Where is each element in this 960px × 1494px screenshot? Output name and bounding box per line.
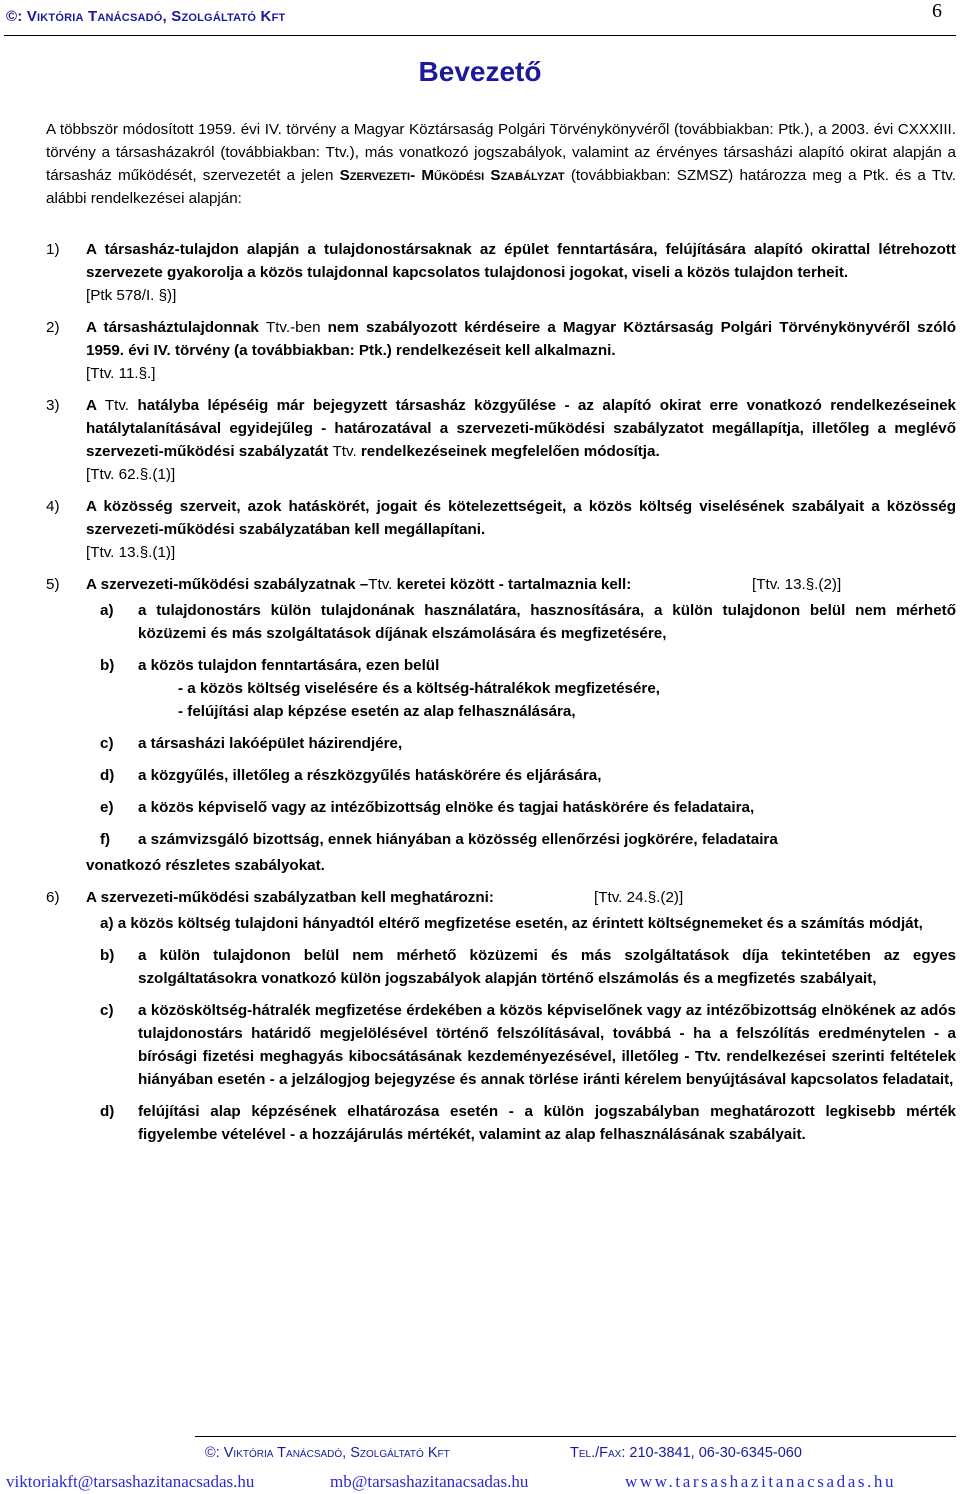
sub-text: a közös képviselő vagy az intézőbizottság elnöke és tagjai hatáskörére és feladataira, [138, 799, 755, 816]
list-item-6 [46, 886, 956, 1146]
intro-text-2: (továbbiakban: SZMSZ) határozza meg a Ptk. és a Ttv. alábbi rendelkezései alapján: [46, 167, 956, 207]
sub-text: a külön tulajdonon belül nem mérhető közüzemi és más szolgáltatások díja tekintetében az egyes szolgáltatásokra vonatkozó külön jogszabályok alapján történő elszámolás és a megfizetés szabályait, [138, 947, 956, 987]
sub-letter: c) [100, 735, 114, 752]
item-text: hatályba lépéséig már bejegyzett társasház közgyűlése - az alapító okirat erre vonatkozó rendelkezéseinek hatálytalanításával egyidejűleg - határozatával a szervezeti-működési szabályzatot megállapítja, illetőleg a meglévő szervezeti-működési szabályzatát [86, 397, 956, 460]
item-text: keretei között - tartalmaznia kell: [392, 576, 632, 593]
footer-brand: ©: Viktória Tanácsadó, Szolgáltató Kft [205, 1445, 450, 1461]
item-text: A társasháztulajdonnak [86, 319, 266, 336]
sub-item-e [100, 796, 956, 819]
intro-text-1: A többször módosított 1959. évi IV. törvény a Magyar Köztársaság Polgári Törvénykönyvéről (továbbiakban: Ptk.), a 2003. évi CXXXIII. törvény a társasházakról (továbbiakban: Ttv.), más vonatkozó jogszabályok, valamint az érvényes társasházi alapító okirat alapján a társasház működését, szervezetét a jelen [46, 121, 956, 184]
item-text: A társasház-tulajdon alapján a tulajdonostársaknak az épület fenntartására, felújítására alapító okirattal létrehozott szervezete gyakorolja a közös tulajdonnal kapcsolatos tulajdonosi jogokat, viseli a közös tulajdon terheit. [86, 241, 956, 281]
sub-item-f [100, 828, 956, 851]
sub-text: a közös tulajdon fenntartására, ezen belül [138, 657, 440, 674]
item-text: Ttv. [332, 443, 357, 460]
legal-reference: [Ttv. 11.§.] [86, 365, 156, 382]
dash-item: - a közös költség viselésére és a költség-hátralékok megfizetésére, [178, 680, 661, 697]
item-text: -ben [290, 319, 328, 336]
sub-item-d [100, 764, 956, 787]
item-text: Ttv. [368, 576, 393, 593]
intro-szmsz-name: Szervezeti- Működési Szabályzat [339, 167, 565, 184]
sub-text: a társasházi lakóépület házirendjére, [138, 735, 403, 752]
item-text: Ttv. [104, 397, 130, 414]
item-number: 3) [46, 397, 60, 414]
item-text: A közösség szerveit, azok hatáskörét, jogait és kötelezettségeit, a közös költség viselésének szabályait a közösség szervezeti-működési szabályzatában kell megállapítani. [86, 498, 956, 538]
legal-reference: [Ttv. 62.§.(1)] [86, 466, 176, 483]
dash-item: - felújítási alap képzése esetén az alap felhasználására, [178, 703, 576, 720]
footer-phone: Tel./Fax: 210-3841, 06-30-6345-060 [570, 1445, 802, 1461]
sub-item-c [100, 999, 956, 1091]
sub-item-a [100, 599, 956, 645]
item-text: A szervezeti-működési szabályzatban kell meghatározni: [86, 889, 494, 906]
page-footer [0, 1436, 960, 1494]
sub-text: a közgyűlés, illetőleg a részközgyűlés hatáskörére és eljárására, [138, 767, 602, 784]
sub-text: felújítási alap képzésének elhatározása esetén - a külön jogszabályban meghatározott legkisebb mérték figyelembe vételével - a hozzájárulás mértékét, valamint az alap felhasználásának szabályait. [138, 1103, 956, 1143]
legal-reference: [Ttv. 13.§.(1)] [86, 544, 176, 561]
item-text: rendelkezéseinek megfelelően módosítja. [356, 443, 660, 460]
sub-letter: a) [100, 602, 114, 619]
footer-divider [195, 1436, 956, 1437]
list-item-4 [46, 495, 956, 564]
list-item-5 [46, 573, 956, 877]
sub-letter: b) [100, 657, 115, 674]
sub-letter: d) [100, 1103, 115, 1120]
sub-item-c [100, 732, 956, 755]
list-item-1 [46, 238, 956, 307]
sub-letter: e) [100, 799, 114, 816]
rules-list [46, 238, 956, 1155]
sub-letter: d) [100, 767, 115, 784]
page-header [0, 0, 960, 38]
sub-text: a közösköltség-hátralék megfizetése érdekében a közös képviselőnek vagy az intézőbizottság elnökének az adós tulajdonostárs határidő megjelölésével történő felszólításával, továbbá - ha a felszólítás eredménytelen - a bírósági fizetési meghagyás kibocsátásának kezdeményezésével, illetőleg - Ttv. rendelkezései szerinti feltételek hiányában esetén - a jelzálogjog bejegyzése és annak törlése iránti kérelem benyújtásával kapcsolatos feladatait, [138, 1002, 956, 1088]
item-number: 4) [46, 498, 60, 515]
sub-text: a tulajdonostárs külön tulajdonának használatára, hasznosítására, a külön tulajdonon belül nem mérhető közüzemi és más szolgáltatások díjának elszámolására és megfizetésére, [138, 602, 956, 642]
legal-reference: [Ttv. 13.§.(2)] [752, 576, 842, 593]
item-number: 6) [46, 889, 60, 906]
list-item-2 [46, 316, 956, 385]
legal-reference: [Ptk 578/I. §)] [86, 287, 177, 304]
footer-website-link[interactable]: www.tarsashazitanacsadas.hu [625, 1472, 897, 1491]
page-number: 6 [932, 0, 942, 22]
legal-reference: [Ttv. 24.§.(2)] [594, 889, 684, 906]
item-text: A [86, 397, 105, 414]
header-brand: ©: Viktória Tanácsadó, Szolgáltató Kft [6, 8, 286, 25]
item-text: A szervezeti-működési szabályzatnak – [86, 576, 369, 593]
item-closing-text: vonatkozó részletes szabályokat. [86, 857, 325, 874]
footer-email-link-2[interactable]: mb@tarsashazitanacsadas.hu [330, 1472, 529, 1491]
page-title: Bevezető [418, 56, 542, 87]
item-number: 1) [46, 241, 60, 258]
sub-letter: b) [100, 947, 115, 964]
sub-letter: c) [100, 1002, 114, 1019]
item-number: 2) [46, 319, 60, 336]
sub-item-b [100, 654, 956, 723]
item-text: nem szabályozott kérdéseire a Magyar Köztársaság Polgári Törvénykönyvéről szóló 1959. évi IV. törvény (a továbbiakban: Ptk.) rendelkezéseit kell alkalmazni. [86, 319, 956, 359]
footer-email-link-1[interactable]: viktoriakft@tarsashazitanacsadas.hu [6, 1472, 255, 1491]
sub-item-b [100, 944, 956, 990]
sub-text: a számvizsgáló bizottság, ennek hiányában a közösség ellenőrzési jogkörére, feladataira [138, 831, 778, 848]
item-number: 5) [46, 576, 60, 593]
header-divider [4, 35, 956, 36]
sub-item-d [100, 1100, 956, 1146]
item-text: Ttv. [265, 319, 291, 336]
sub-item-a: a) a közös költség tulajdoni hányadtól eltérő megfizetése esetén, az érintett költségnemeket és a számítás módját, [100, 915, 923, 932]
sub-letter: f) [100, 831, 111, 848]
list-item-3 [46, 394, 956, 486]
intro-paragraph [46, 118, 956, 210]
